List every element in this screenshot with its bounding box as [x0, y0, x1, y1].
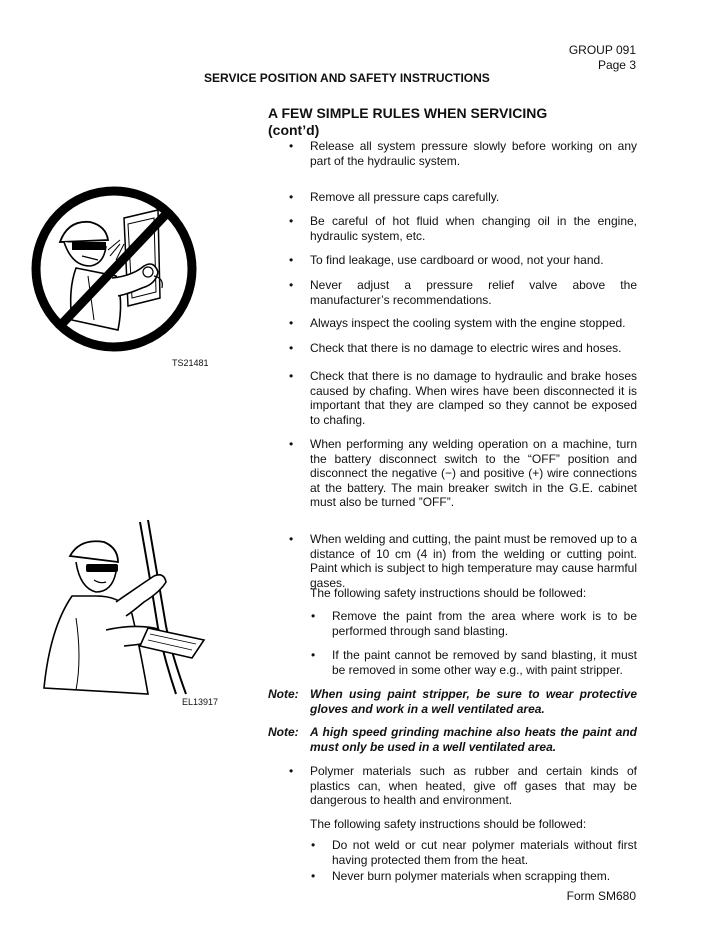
page-number: Page 3 — [597, 58, 636, 72]
bullet: • — [289, 253, 294, 267]
welder-illustration — [36, 518, 212, 696]
figure-1-caption: TS21481 — [172, 358, 209, 368]
bullet: • — [289, 214, 294, 228]
list-item: To find leakage, use cardboard or wood, not your hand. — [310, 253, 604, 267]
sub-list-item: Remove the paint from the area where work is to be performed through sand blasting. — [332, 609, 637, 638]
sub-list-item: Never burn polymer materials when scrapping them. — [332, 869, 611, 883]
section-title — [268, 105, 547, 139]
bullet: • — [289, 764, 294, 778]
list-item: Check that there is no damage to hydraulic and brake hoses caused by chafing. When wires have been disconnected it is important that they are clamped so they cannot be exposed to chafing. — [310, 369, 637, 427]
page-title: SERVICE POSITION AND SAFETY INSTRUCTIONS — [204, 71, 490, 85]
sub-list-item: If the paint cannot be removed by sand blasting, it must be removed in some other way e.g., with paint stripper. — [332, 648, 637, 677]
figure-2-caption: EL13917 — [182, 697, 219, 707]
section-title-line2: (cont’d) — [268, 122, 320, 138]
sub-bullet: • — [311, 869, 316, 883]
follow-instructions-2: The following safety instructions should be followed: — [310, 817, 587, 831]
bullet: • — [289, 341, 294, 355]
note-text: A high speed grinding machine also heats the paint and must only be used in a well ventilated area. — [310, 725, 637, 754]
group-label: GROUP 091 — [568, 43, 636, 57]
bullet: • — [289, 278, 294, 292]
bullet: • — [289, 316, 294, 330]
follow-instructions-1: The following safety instructions should be followed: — [310, 586, 587, 600]
list-item: Always inspect the cooling system with the engine stopped. — [310, 316, 626, 330]
note-label: Note: — [268, 725, 299, 739]
bullet: • — [289, 139, 294, 153]
bullet: • — [289, 437, 294, 451]
section-title-line1: A FEW SIMPLE RULES WHEN SERVICING — [268, 105, 548, 121]
list-item: Be careful of hot fluid when changing oil in the engine, hydraulic system, etc. — [310, 214, 637, 243]
bullet: • — [289, 532, 294, 546]
sub-bullet: • — [311, 838, 316, 852]
no-hand-leak-check-illustration — [28, 180, 200, 358]
sub-bullet: • — [311, 648, 316, 662]
list-item: Polymer materials such as rubber and certain kinds of plastics can, when heated, give off gases that may be dangerous to health and environment. — [310, 764, 637, 807]
form-number: Form SM680 — [566, 889, 636, 903]
group-number — [560, 43, 636, 73]
list-item: When performing any welding operation on a machine, turn the battery disconnect switch to the “OFF” position and disconnect the negative (−) and positive (+) wire connections at the battery. The main breaker switch in the G.E. cabinet must also be turned ”OFF”. — [310, 437, 637, 509]
sub-list-item: Do not weld or cut near polymer materials without first having protected them from the heat. — [332, 838, 637, 867]
list-item: Never adjust a pressure relief valve above the manufacturer’s recommendations. — [310, 278, 637, 307]
list-item: When welding and cutting, the paint must be removed up to a distance of 10 cm (4 in) from the welding or cutting point. Paint which is subject to high temperature may cause harmful gases. — [310, 532, 637, 590]
list-item: Remove all pressure caps carefully. — [310, 190, 500, 204]
list-item: Check that there is no damage to electric wires and hoses. — [310, 341, 622, 355]
bullet: • — [289, 190, 294, 204]
note-label: Note: — [268, 687, 299, 701]
list-item: Release all system pressure slowly before working on any part of the hydraulic system. — [310, 139, 637, 168]
sub-bullet: • — [311, 609, 316, 623]
bullet: • — [289, 369, 294, 383]
note-text: When using paint stripper, be sure to wear protective gloves and work in a well ventilated area. — [310, 687, 637, 716]
